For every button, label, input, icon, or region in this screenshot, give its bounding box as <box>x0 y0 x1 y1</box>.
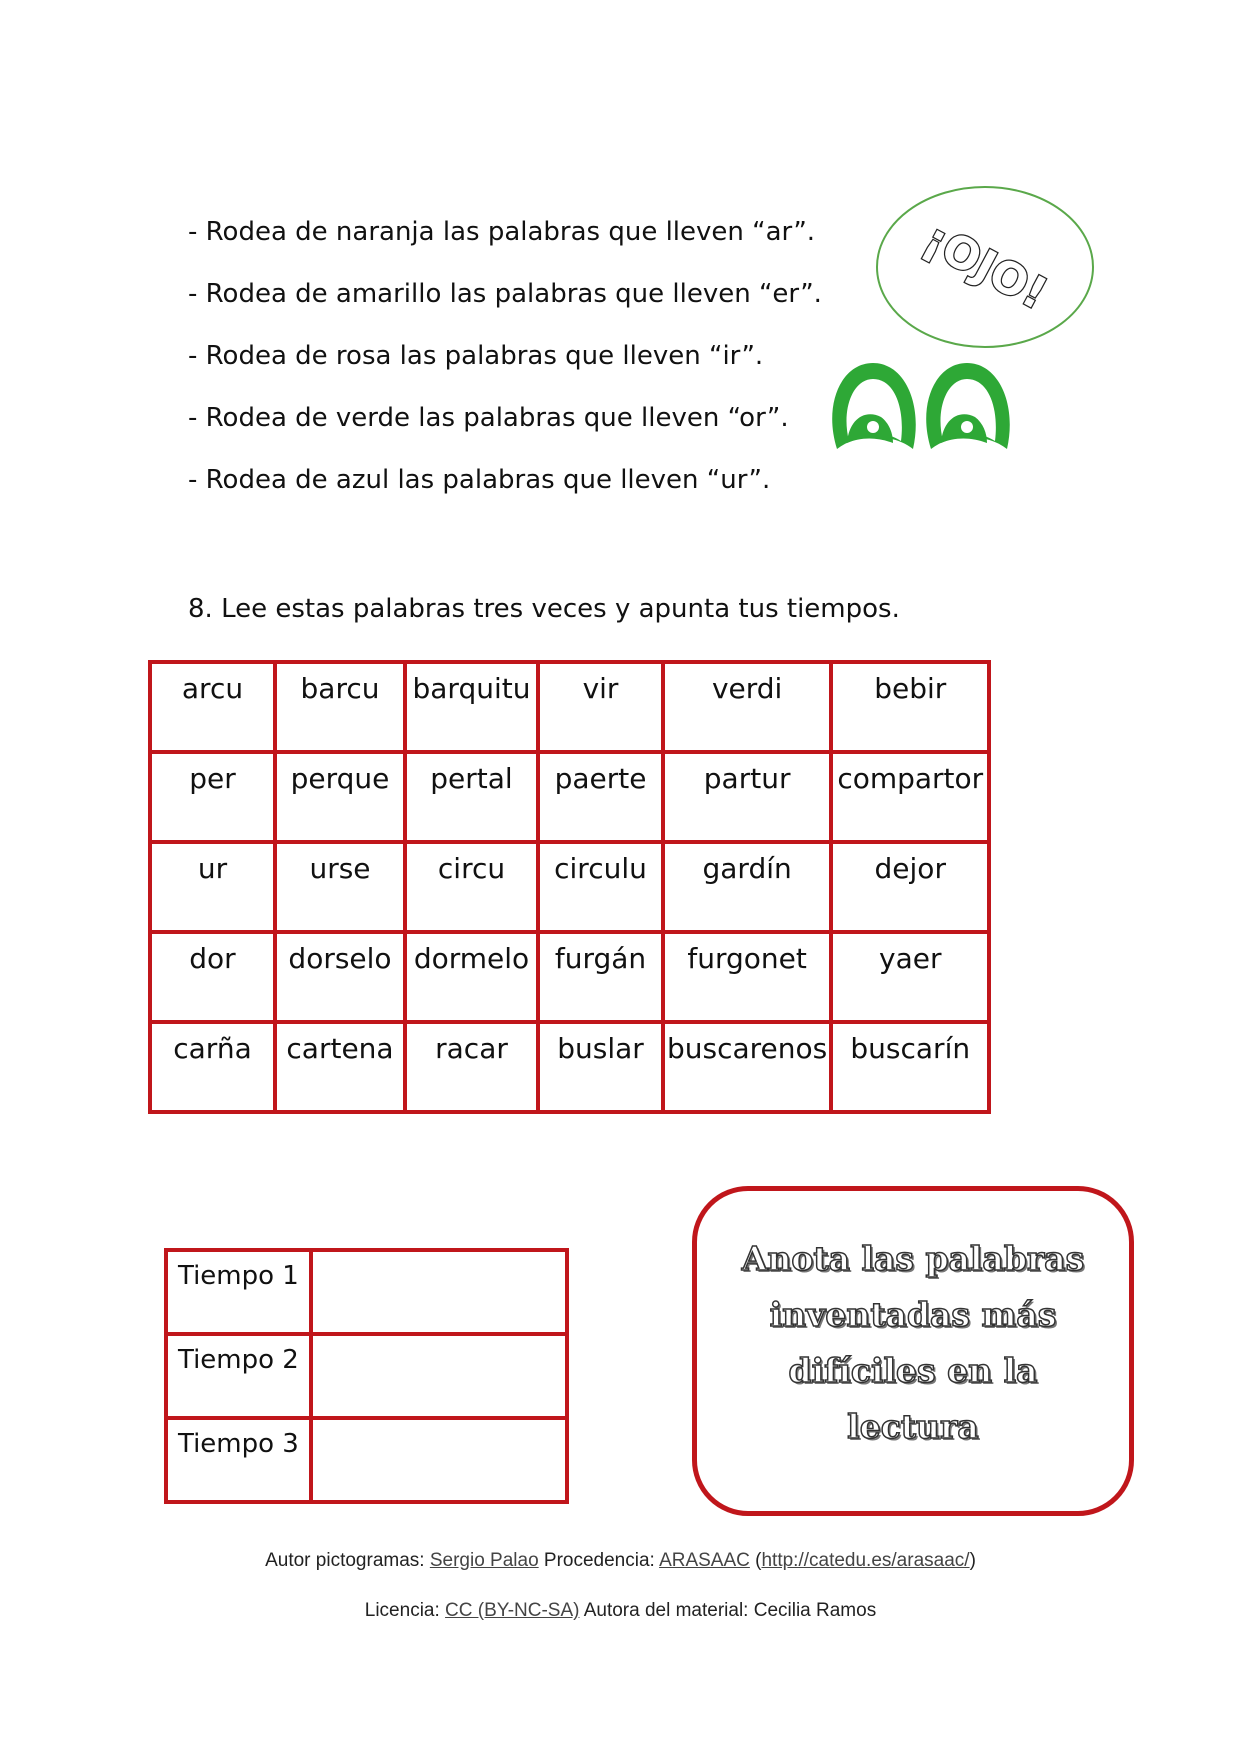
instruction-pink: - Rodea de rosa las palabras que lleven “ir”. <box>188 341 764 371</box>
word-cell: circulu <box>538 842 663 932</box>
word-cell: verdi <box>663 662 831 752</box>
credits-license-label: Licencia: <box>364 1600 446 1621</box>
word-cell: circu <box>405 842 538 932</box>
word-cell: dor <box>150 932 275 1022</box>
instruction-orange: - Rodea de naranja las palabras que lleven “ar”. <box>188 217 816 247</box>
time-row <box>166 1418 567 1502</box>
word-cell: cartena <box>275 1022 405 1112</box>
word-cell: gardín <box>663 842 831 932</box>
word-cell: racar <box>405 1022 538 1112</box>
eyes-icon <box>829 357 1019 467</box>
word-cell: buscarín <box>831 1022 989 1112</box>
credits-open-paren: ( <box>749 1550 762 1571</box>
word-cell: yaer <box>831 932 989 1022</box>
credits-author-label: Autor pictogramas: <box>265 1550 430 1571</box>
word-row <box>150 752 989 842</box>
exercise-title: 8. Lee estas palabras tres veces y apunta tus tiempos. <box>188 594 900 624</box>
word-cell: barquitu <box>405 662 538 752</box>
source-link[interactable]: ARASAAC <box>659 1550 750 1571</box>
word-cell: carña <box>150 1022 275 1112</box>
word-cell: furgonet <box>663 932 831 1022</box>
time-label: Tiempo 1 <box>166 1250 311 1334</box>
time-label: Tiempo 2 <box>166 1334 311 1418</box>
ojo-label: ¡OJO! <box>915 213 1056 320</box>
word-row <box>150 662 989 752</box>
instruction-list <box>188 212 822 522</box>
word-cell: per <box>150 752 275 842</box>
time-value-field[interactable] <box>311 1334 567 1418</box>
instruction-blue: - Rodea de azul las palabras que lleven “ur”. <box>188 465 771 495</box>
time-row <box>166 1250 567 1334</box>
times-table <box>164 1248 569 1504</box>
word-cell: furgán <box>538 932 663 1022</box>
ojo-speech-bubble <box>874 183 1096 351</box>
credits-close-paren: ) <box>969 1550 976 1571</box>
word-cell: dorselo <box>275 932 405 1022</box>
word-cell: dejor <box>831 842 989 932</box>
word-cell: perque <box>275 752 405 842</box>
word-cell: urse <box>275 842 405 932</box>
word-cell: barcu <box>275 662 405 752</box>
word-cell: arcu <box>150 662 275 752</box>
word-cell: pertal <box>405 752 538 842</box>
word-cell: paerte <box>538 752 663 842</box>
word-cell: partur <box>663 752 831 842</box>
credits-source-label: Procedencia: <box>538 1550 660 1571</box>
credits-line-2 <box>0 1599 1241 1623</box>
credits-author-material: Autora del material: Cecilia Ramos <box>579 1600 877 1621</box>
time-value-field[interactable] <box>311 1418 567 1502</box>
instruction-green: - Rodea de verde las palabras que lleven “or”. <box>188 403 789 433</box>
word-cell: ur <box>150 842 275 932</box>
word-cell: buslar <box>538 1022 663 1112</box>
note-text: Anota las palabras inventadas más difíciles en la lectura <box>741 1239 1085 1446</box>
word-cell: buscarenos <box>663 1022 831 1112</box>
author-link[interactable]: Sergio Palao <box>429 1550 539 1571</box>
credits-line-1 <box>0 1549 1241 1573</box>
note-box <box>692 1186 1134 1516</box>
word-row <box>150 1022 989 1112</box>
word-cell: bebir <box>831 662 989 752</box>
word-cell: compartor <box>831 752 989 842</box>
url-link[interactable]: http://catedu.es/arasaac/ <box>761 1550 970 1571</box>
word-cell: dormelo <box>405 932 538 1022</box>
word-row <box>150 932 989 1022</box>
time-label: Tiempo 3 <box>166 1418 311 1502</box>
word-cell: vir <box>538 662 663 752</box>
time-value-field[interactable] <box>311 1250 567 1334</box>
word-table <box>148 660 991 1114</box>
time-row <box>166 1334 567 1418</box>
instruction-yellow: - Rodea de amarillo las palabras que lleven “er”. <box>188 279 822 309</box>
license-link[interactable]: CC (BY-NC-SA) <box>445 1600 580 1621</box>
word-row <box>150 842 989 932</box>
